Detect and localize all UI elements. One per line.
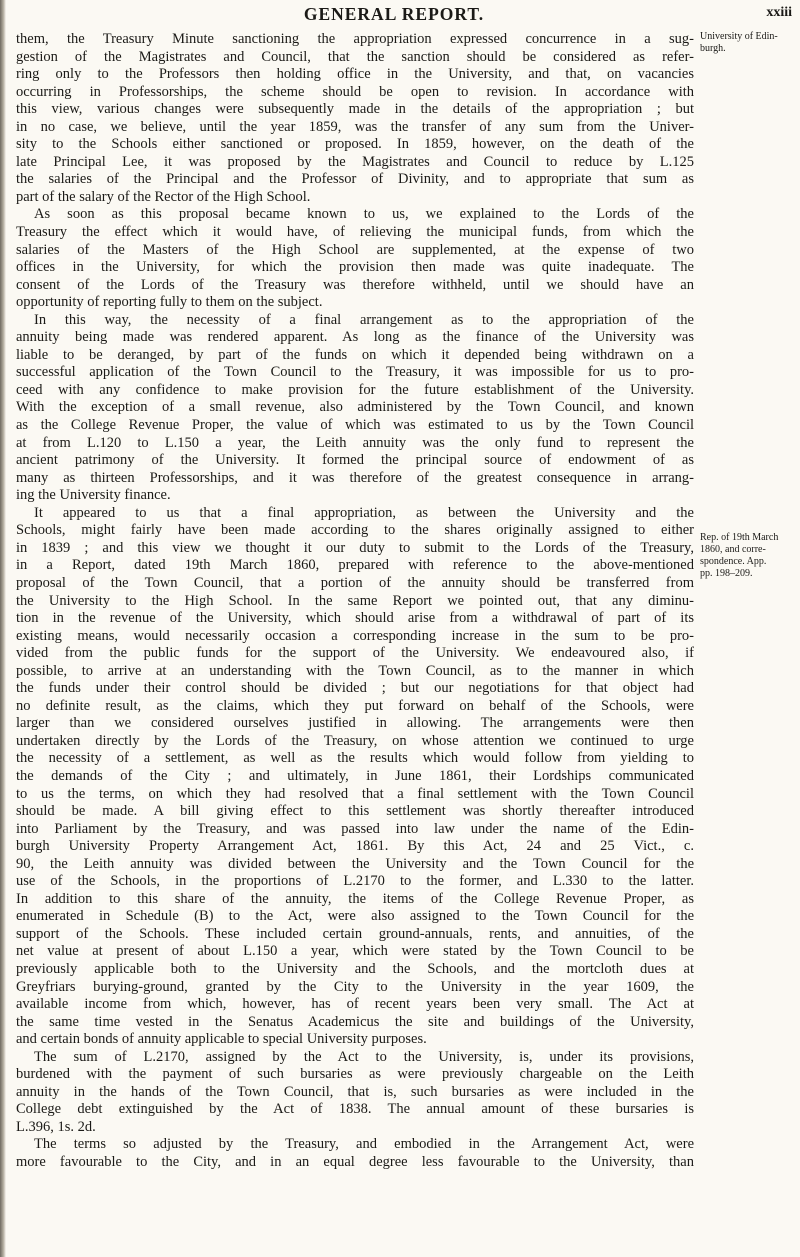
text-line: sity to the Schools either sanctioned or proposed. In 1859, however, on the death of the — [16, 136, 694, 153]
text-line: Treasury the effect which it would have, of relieving the municipal funds, from which the — [16, 224, 694, 241]
text-line: at from L.120 to L.150 a year, the Leith annuity was the only fund to represent the — [16, 434, 694, 451]
margin-note-line: spondence. App. — [700, 556, 767, 567]
text-line: ceed with any confidence to make provision for the future establishment of the University. — [16, 381, 694, 398]
text-line: support of the Schools. These included certain ground-annuals, rents, and annuities, of the — [16, 925, 694, 942]
text-line: into Parliament by the Treasury, and was passed into law under the name of the Edin- — [16, 820, 694, 837]
text-line: the same time vested in the Senatus Academicus the site and buildings of the University, — [16, 1013, 694, 1030]
text-line: should be made. A bill giving effect to this settlement was shortly thereafter introduced — [16, 803, 694, 820]
text-line: no definite result, as the claims, which they put forward on behalf of the Schools, were — [16, 697, 694, 714]
page-number: xxiii — [766, 5, 792, 20]
text-line: many as thirteen Professorships, and it was therefore of the greatest consequence in arrang- — [16, 469, 694, 486]
text-line: in 1839 ; and this view we thought it our duty to submit to the Lords of the Treasury, — [16, 539, 694, 556]
text-line: College debt extinguished by the Act of 1838. The annual amount of these bursaries is — [16, 1101, 694, 1118]
text-line: The terms so adjusted by the Treasury, and embodied in the Arrangement Act, were — [34, 1136, 694, 1153]
text-line: ancient patrimony of the University. It formed the principal source of endowment of as — [16, 452, 694, 469]
text-line: In this way, the necessity of a final arrangement as to the appropriation of the — [34, 311, 694, 328]
text-line: salaries of the Masters of the High School are supplemented, at the expense of two — [16, 241, 694, 258]
text-line: annuity in the hands of the Town Council, that is, such bursaries as were included in the — [16, 1083, 694, 1100]
text-line: L.396, 1s. 2d. — [16, 1118, 96, 1135]
text-line: With the exception of a small revenue, also administered by the Town Council, and known — [16, 399, 694, 416]
text-line: occurring in Professorships, the scheme should be open to revision. In accordance with — [16, 83, 694, 100]
text-line: 90, the Leith annuity was divided between the University and the Town Council for the — [16, 855, 694, 872]
text-line: gestion of the Magistrates and Council, that the sanction should be considered as refer- — [16, 48, 694, 65]
text-line: liable to be deranged, by part of the funds on which it depended being withdrawn on a — [16, 346, 694, 363]
text-line: It appeared to us that a final appropriation, as between the University and the — [34, 504, 694, 521]
margin-note-report-reference — [700, 532, 798, 580]
text-line: in a Report, dated 19th March 1860, prepared with reference to the above-mentioned — [16, 557, 694, 574]
text-line: part of the salary of the Rector of the High School. — [16, 188, 311, 205]
body-text — [16, 31, 694, 1172]
page-header — [20, 4, 798, 26]
text-line: offices in the University, for which the provision then made was quite inadequate. The — [16, 259, 694, 276]
running-head-title: GENERAL REPORT. — [303, 4, 485, 24]
text-line: successful application of the Town Council to the Treasury, it was impossible for us to pro- — [16, 364, 694, 381]
text-line: Greyfriars burying-ground, granted by the City to the University in the year 1609, the — [16, 978, 694, 995]
text-line: the funds under their control should be divided ; but our negotiations for that object had — [16, 680, 694, 697]
text-line: annuity being made was rendered apparent. As long as the finance of the University was — [16, 329, 694, 346]
text-line: available income from which, however, has of recent years been very small. The Act at — [16, 996, 694, 1013]
text-line: late Principal Lee, it was proposed by the Magistrates and Council to reduce by L.125 — [16, 153, 694, 170]
text-line: burdened with the payment of such bursaries as were previously chargeable on the Leith — [16, 1066, 694, 1083]
text-line: enumerated in Schedule (B) to the Act, were also assigned to the Town Council for the — [16, 908, 694, 925]
page-edge-shadow — [0, 0, 6, 1257]
text-line: previously applicable both to the University and the Schools, and the mortcloth dues at — [16, 960, 694, 977]
text-line: burgh University Property Arrangement Act, 1861. By this Act, 24 and 25 Vict., c. — [16, 838, 694, 855]
text-line: larger than we considered ourselves justified in allowing. The arrangements were then — [16, 715, 694, 732]
text-line: existing means, would necessarily occasion a corresponding increase in the sum to be pro- — [16, 627, 694, 644]
text-line: vided from the public funds for the support of the University. We endeavoured also, if — [16, 645, 694, 662]
text-line: tion in the revenue of the University, which should arise from a withdrawal of part of its — [16, 610, 694, 627]
text-line: the salaries of the Principal and the Professor of Divinity, and to appropriate that sum as — [16, 171, 694, 188]
text-line: opportunity of reporting fully to them on the subject. — [16, 294, 323, 311]
text-line: net value at present of about L.150 a year, which were stated by the Town Council to be — [16, 943, 694, 960]
margin-note-line: 1860, and corre- — [700, 544, 766, 555]
text-line: the necessity of a settlement, as well as the results which would follow from yielding to — [16, 750, 694, 767]
text-line: ring only to the Professors then holding office in the University, and that, on vacancies — [16, 66, 694, 83]
text-line: As soon as this proposal became known to us, we explained to the Lords of the — [34, 206, 694, 223]
text-line: to us the terms, on which they had resolved that a final settlement with the Town Council — [16, 785, 694, 802]
text-line: as the College Revenue Proper, the value of which was estimated to us by the Town Council — [16, 417, 694, 434]
margin-note-university — [700, 31, 798, 55]
text-line: them, the Treasury Minute sanctioning the appropriation expressed concurrence in a sug- — [16, 31, 694, 47]
text-line: use of the Schools, in the proportions of L.2170 to the former, and L.330 to the latter. — [16, 873, 694, 890]
text-line: possible, to arrive at an understanding with the Town Council, as to the manner in which — [16, 662, 694, 679]
margin-note-line: burgh. — [700, 43, 726, 54]
text-line: in no case, we believe, until the year 1859, was the transfer of any sum from the Univer- — [16, 118, 694, 135]
margin-note-line: pp. 198–209. — [700, 568, 753, 579]
text-line: more favourable to the City, and in an equal degree less favourable to the University, than — [16, 1154, 694, 1170]
margin-note-line: Rep. of 19th March — [700, 532, 779, 543]
text-line: and certain bonds of annuity applicable to special University purposes. — [16, 1031, 427, 1048]
text-line: ing the University finance. — [16, 487, 171, 504]
text-line: The sum of L.2170, assigned by the Act to the University, is, under its provisions, — [34, 1048, 694, 1065]
text-line: consent of the Lords of the Treasury was therefore withheld, until we should have an — [16, 276, 694, 293]
text-line: the demands of the City ; and ultimately, in June 1861, their Lordships communicated — [16, 767, 694, 784]
text-line: the University to the High School. In the same Report we pointed out, that any diminu- — [16, 592, 694, 609]
text-line: proposal of the Town Council, that a portion of the annuity should be transferred from — [16, 574, 694, 591]
text-line: undertaken directly by the Lords of the Treasury, on whose attention we continued to urge — [16, 732, 694, 749]
text-line: this view, various changes were subsequently made in the details of the appropriation ; but — [16, 101, 694, 118]
text-line: In addition to this share of the annuity, the items of the College Revenue Proper, as — [16, 890, 694, 907]
text-line: Schools, might fairly have been made according to the shares originally assigned to either — [16, 522, 694, 539]
margin-note-line: University of Edin- — [700, 31, 778, 42]
